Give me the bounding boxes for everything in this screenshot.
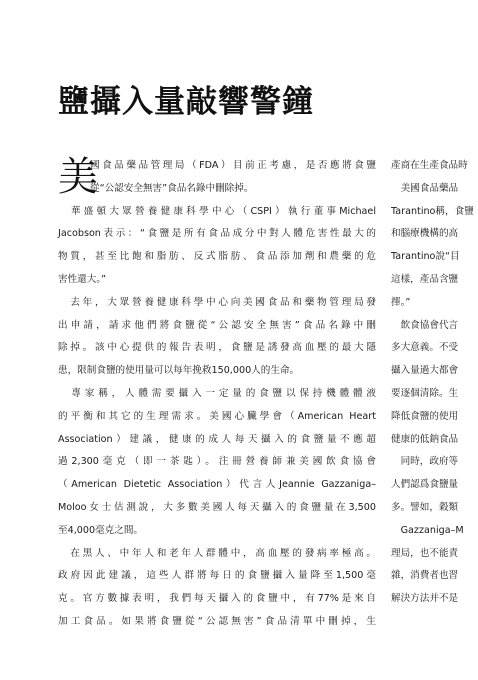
drop-cap: 美 <box>58 154 98 200</box>
text-line: 克。官方數據表明，我們每天攝入的食鹽中，有77%是來自 <box>58 593 376 605</box>
text-line: 患，限制食鹽的使用量可以每年挽救150,000人的生命。 <box>58 365 300 377</box>
text-line: （American Dietetic Association）代言人Jeannie Gazzaniga– <box>58 479 376 491</box>
text-line: 在黑人、中年人和老年人群體中，高血壓的發病率極高。 <box>58 547 376 559</box>
text-line: 要逐個清除。生 <box>391 387 459 399</box>
text-line: 和腦療機構的高 <box>391 228 459 240</box>
article-title: 鹽攝入量敲響警鐘 <box>58 84 314 120</box>
text-line: 至4,000毫克之間。 <box>58 524 144 536</box>
text-line: Association）建議，健康的成人每天攝入的食鹽量不應超 <box>58 433 376 445</box>
text-line: 多大意義。不受 <box>391 342 459 354</box>
text-line: Tarantino說“目 <box>391 251 460 263</box>
text-line: 專家稱，人體需要攝入一定量的食鹽以保持機體體液 <box>58 387 376 399</box>
text-line: 多。譬如，穀類 <box>391 501 459 513</box>
text-line: Tarantino稱，食鹽 <box>391 205 474 217</box>
text-line: 國食品藥品管理局（FDA）目前正考慮，是否應將食鹽 <box>90 160 376 171</box>
text-line: 攝入量過大都會 <box>391 365 459 377</box>
text-line: 擇。” <box>391 296 411 308</box>
article-column-right <box>391 155 478 611</box>
text-line: 政府因此建議，這些人群將每日的食鹽攝入量降至1,500毫 <box>58 570 376 582</box>
text-line: 從“公認安全無害”食品名錄中刪除掉。 <box>90 182 254 194</box>
article-column-left <box>58 155 376 634</box>
text-line: 降低食鹽的使用 <box>391 410 459 422</box>
text-line: 健康的低鈉食品 <box>391 433 459 445</box>
text-line: 飲食協會代言 <box>391 319 459 331</box>
text-line: 這樣，產品含鹽 <box>391 273 459 285</box>
text-line: 過2,300毫克（即一茶匙）。注冊營養師兼美國飲食協會 <box>58 456 376 468</box>
text-line: Jacobson表示：“食鹽是所有食品成分中對人體危害性最大的 <box>58 228 376 240</box>
text-line: 解決方法并不是 <box>391 593 459 605</box>
opening-paragraph <box>58 155 376 201</box>
text-line: 人們認爲食鹽量 <box>391 479 459 491</box>
text-line: 害性還大。” <box>58 273 107 285</box>
text-line: 加工食品。如果將食鹽從“公認無害”食品清單中刪掉，生 <box>58 615 376 627</box>
text-line: 同時，政府等 <box>391 456 459 468</box>
text-line: 美國食品藥品 <box>391 182 459 194</box>
text-line: 的平衡和其它的生理需求。美國心臟學會（American Heart <box>58 410 376 422</box>
text-line: 華盛頓大眾營養健康科學中心（CSPI）執行董事Michael <box>58 205 376 217</box>
text-line: Moloo女士估測說，大多數美國人每天攝入的食鹽量在3,500 <box>58 501 376 513</box>
text-line: 出申請，請求他們將食鹽從“公認安全無害”食品名錄中刪 <box>58 319 376 331</box>
text-line: Gazzaniga–M <box>391 524 464 536</box>
text-line: 理局，也不能責 <box>391 547 459 559</box>
text-line: 產商在生產食品時 <box>391 160 468 171</box>
text-line: 物質，甚至比飽和脂肪、反式脂肪、食品添加劑和農藥的危 <box>58 251 376 263</box>
text-line: 去年，大眾營養健康科學中心向美國食品和藥物管理局發 <box>58 296 376 308</box>
text-line: 除掉。該中心提供的報告表明，食鹽是誘發高血壓的最大隱 <box>58 342 376 354</box>
text-line: 雜，消費者也習 <box>391 570 459 582</box>
